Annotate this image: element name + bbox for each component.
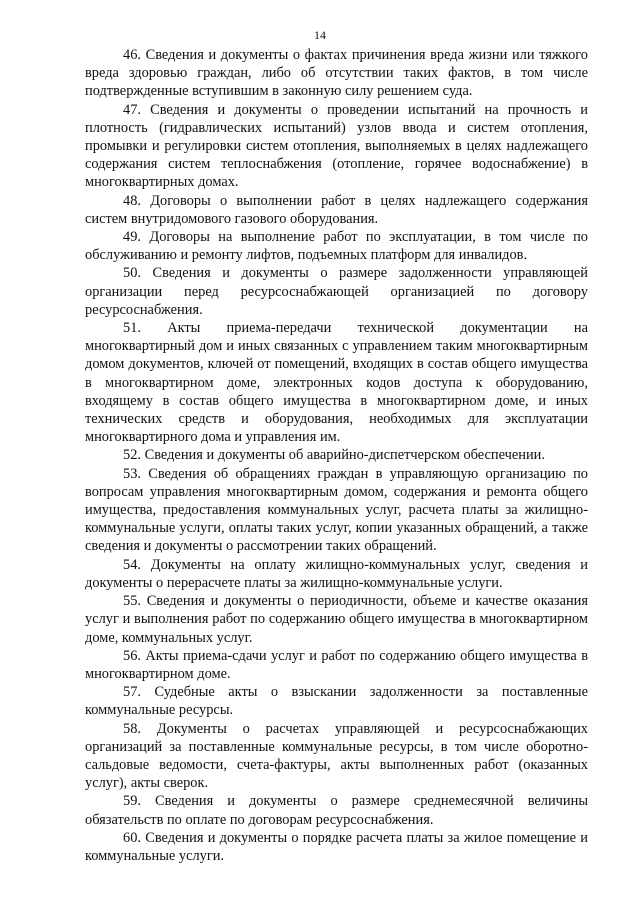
- item-text: Сведения и документы о размере задолженности управляющей организации перед ресурсоснабжающей организацией по договору ресурсоснабжения.: [85, 265, 588, 318]
- item-text: Акты приема-сдачи услуг и работ по содержанию общего имущества в многоквартирном доме.: [85, 647, 588, 682]
- document-body: [85, 46, 588, 865]
- item-text: Сведения и документы о фактах причинения вреда жизни или тяжкого вреда здоровью граждан, либо об отсутствии таких фактов, в том числе подтвержденные вступившим в законную силу решением суда.: [85, 47, 589, 100]
- list-item: [85, 446, 588, 464]
- item-text: Договоры на выполнение работ по эксплуатации, в том числе по обслуживанию и ремонту лифтов, подъемных платформ для инвалидов.: [85, 229, 588, 264]
- page-number: 14: [314, 28, 326, 42]
- item-text: Сведения и документы об аварийно-диспетчерском обеспечении.: [144, 447, 545, 464]
- list-item: [85, 319, 588, 446]
- list-item: [85, 264, 588, 319]
- item-number: 50.: [123, 265, 141, 282]
- list-item: [85, 592, 588, 647]
- list-item: [85, 829, 588, 865]
- item-number: 48.: [123, 192, 141, 209]
- item-number: 47.: [123, 101, 141, 118]
- item-text: Сведения и документы о порядке расчета платы за жилое помещение и коммунальные услуги.: [85, 829, 588, 864]
- item-number: 57.: [123, 684, 141, 701]
- item-text: Судебные акты о взыскании задолженности за поставленные коммунальные ресурсы.: [85, 684, 588, 719]
- item-number: 58.: [123, 720, 141, 737]
- list-item: [85, 556, 588, 592]
- item-text: Сведения и документы о размере среднемесячной величины обязательств по оплате по договорам ресурсоснабжения.: [85, 793, 588, 828]
- item-number: 56.: [123, 647, 141, 664]
- item-text: Сведения и документы о проведении испытаний на прочность и плотность (гидравлических испытаний) узлов ввода и систем отопления, промывки и регулировки систем отопления, выполняемых в целях надлежащего содержания систем теплоснабжения (отопление, горячее водоснабжение) в многоквартирных домах.: [85, 101, 588, 191]
- list-item: [85, 465, 588, 556]
- list-item: [85, 192, 588, 228]
- item-text: Сведения и документы о периодичности, объеме и качестве оказания услуг и выполнения работ по содержанию общего имущества в многоквартирном доме, коммунальных услуг.: [85, 593, 588, 646]
- item-number: 49.: [123, 229, 141, 246]
- item-number: 51.: [123, 320, 141, 337]
- list-item: [85, 46, 588, 101]
- list-item: [85, 228, 588, 264]
- item-text: Документы о расчетах управляющей и ресурсоснабжающих организаций за поставленные коммунальные ресурсы, в том числе оборотно-сальдовые ведомости, счета-фактуры, акты выполненных работ (оказанных услуг), акты сверок.: [85, 720, 588, 792]
- list-item: [85, 647, 588, 683]
- item-number: 53.: [123, 465, 141, 482]
- item-text: Документы на оплату жилищно-коммунальных услуг, сведения и документы о перерасчете платы за жилищно-коммунальные услуги.: [85, 556, 588, 591]
- item-number: 52.: [123, 447, 141, 464]
- list-item: [85, 792, 588, 828]
- list-item: [85, 720, 588, 793]
- item-text: Акты приема-передачи технической документации на многоквартирный дом и иных связанных с управлением таким многоквартирным домом документов, ключей от помещений, входящих в состав общего имущества в многоквартирном доме, электронных кодов доступа к оборудованию, входящему в состав общего имущества в многоквартирном доме, и иных технических средств и оборудования, необходимых для эксплуатации многоквартирного дома и управления им.: [85, 320, 588, 446]
- item-text: Сведения об обращениях граждан в управляющую организацию по вопросам управления многоквартирным домом, содержания и ремонта общего имущества, предоставления коммунальных услуг, расчета платы за жилищно-коммунальные услуги, оплаты таких услуг, копии указанных обращений, а также сведения и документы о рассмотрении таких обращений.: [85, 465, 588, 555]
- list-item: [85, 101, 588, 192]
- item-text: Договоры о выполнении работ в целях надлежащего содержания систем внутридомового газового оборудования.: [85, 192, 588, 227]
- item-number: 54.: [123, 556, 141, 573]
- item-number: 59.: [123, 793, 141, 810]
- list-item: [85, 683, 588, 719]
- item-number: 46.: [123, 47, 141, 63]
- item-number: 60.: [123, 829, 141, 846]
- item-number: 55.: [123, 593, 141, 610]
